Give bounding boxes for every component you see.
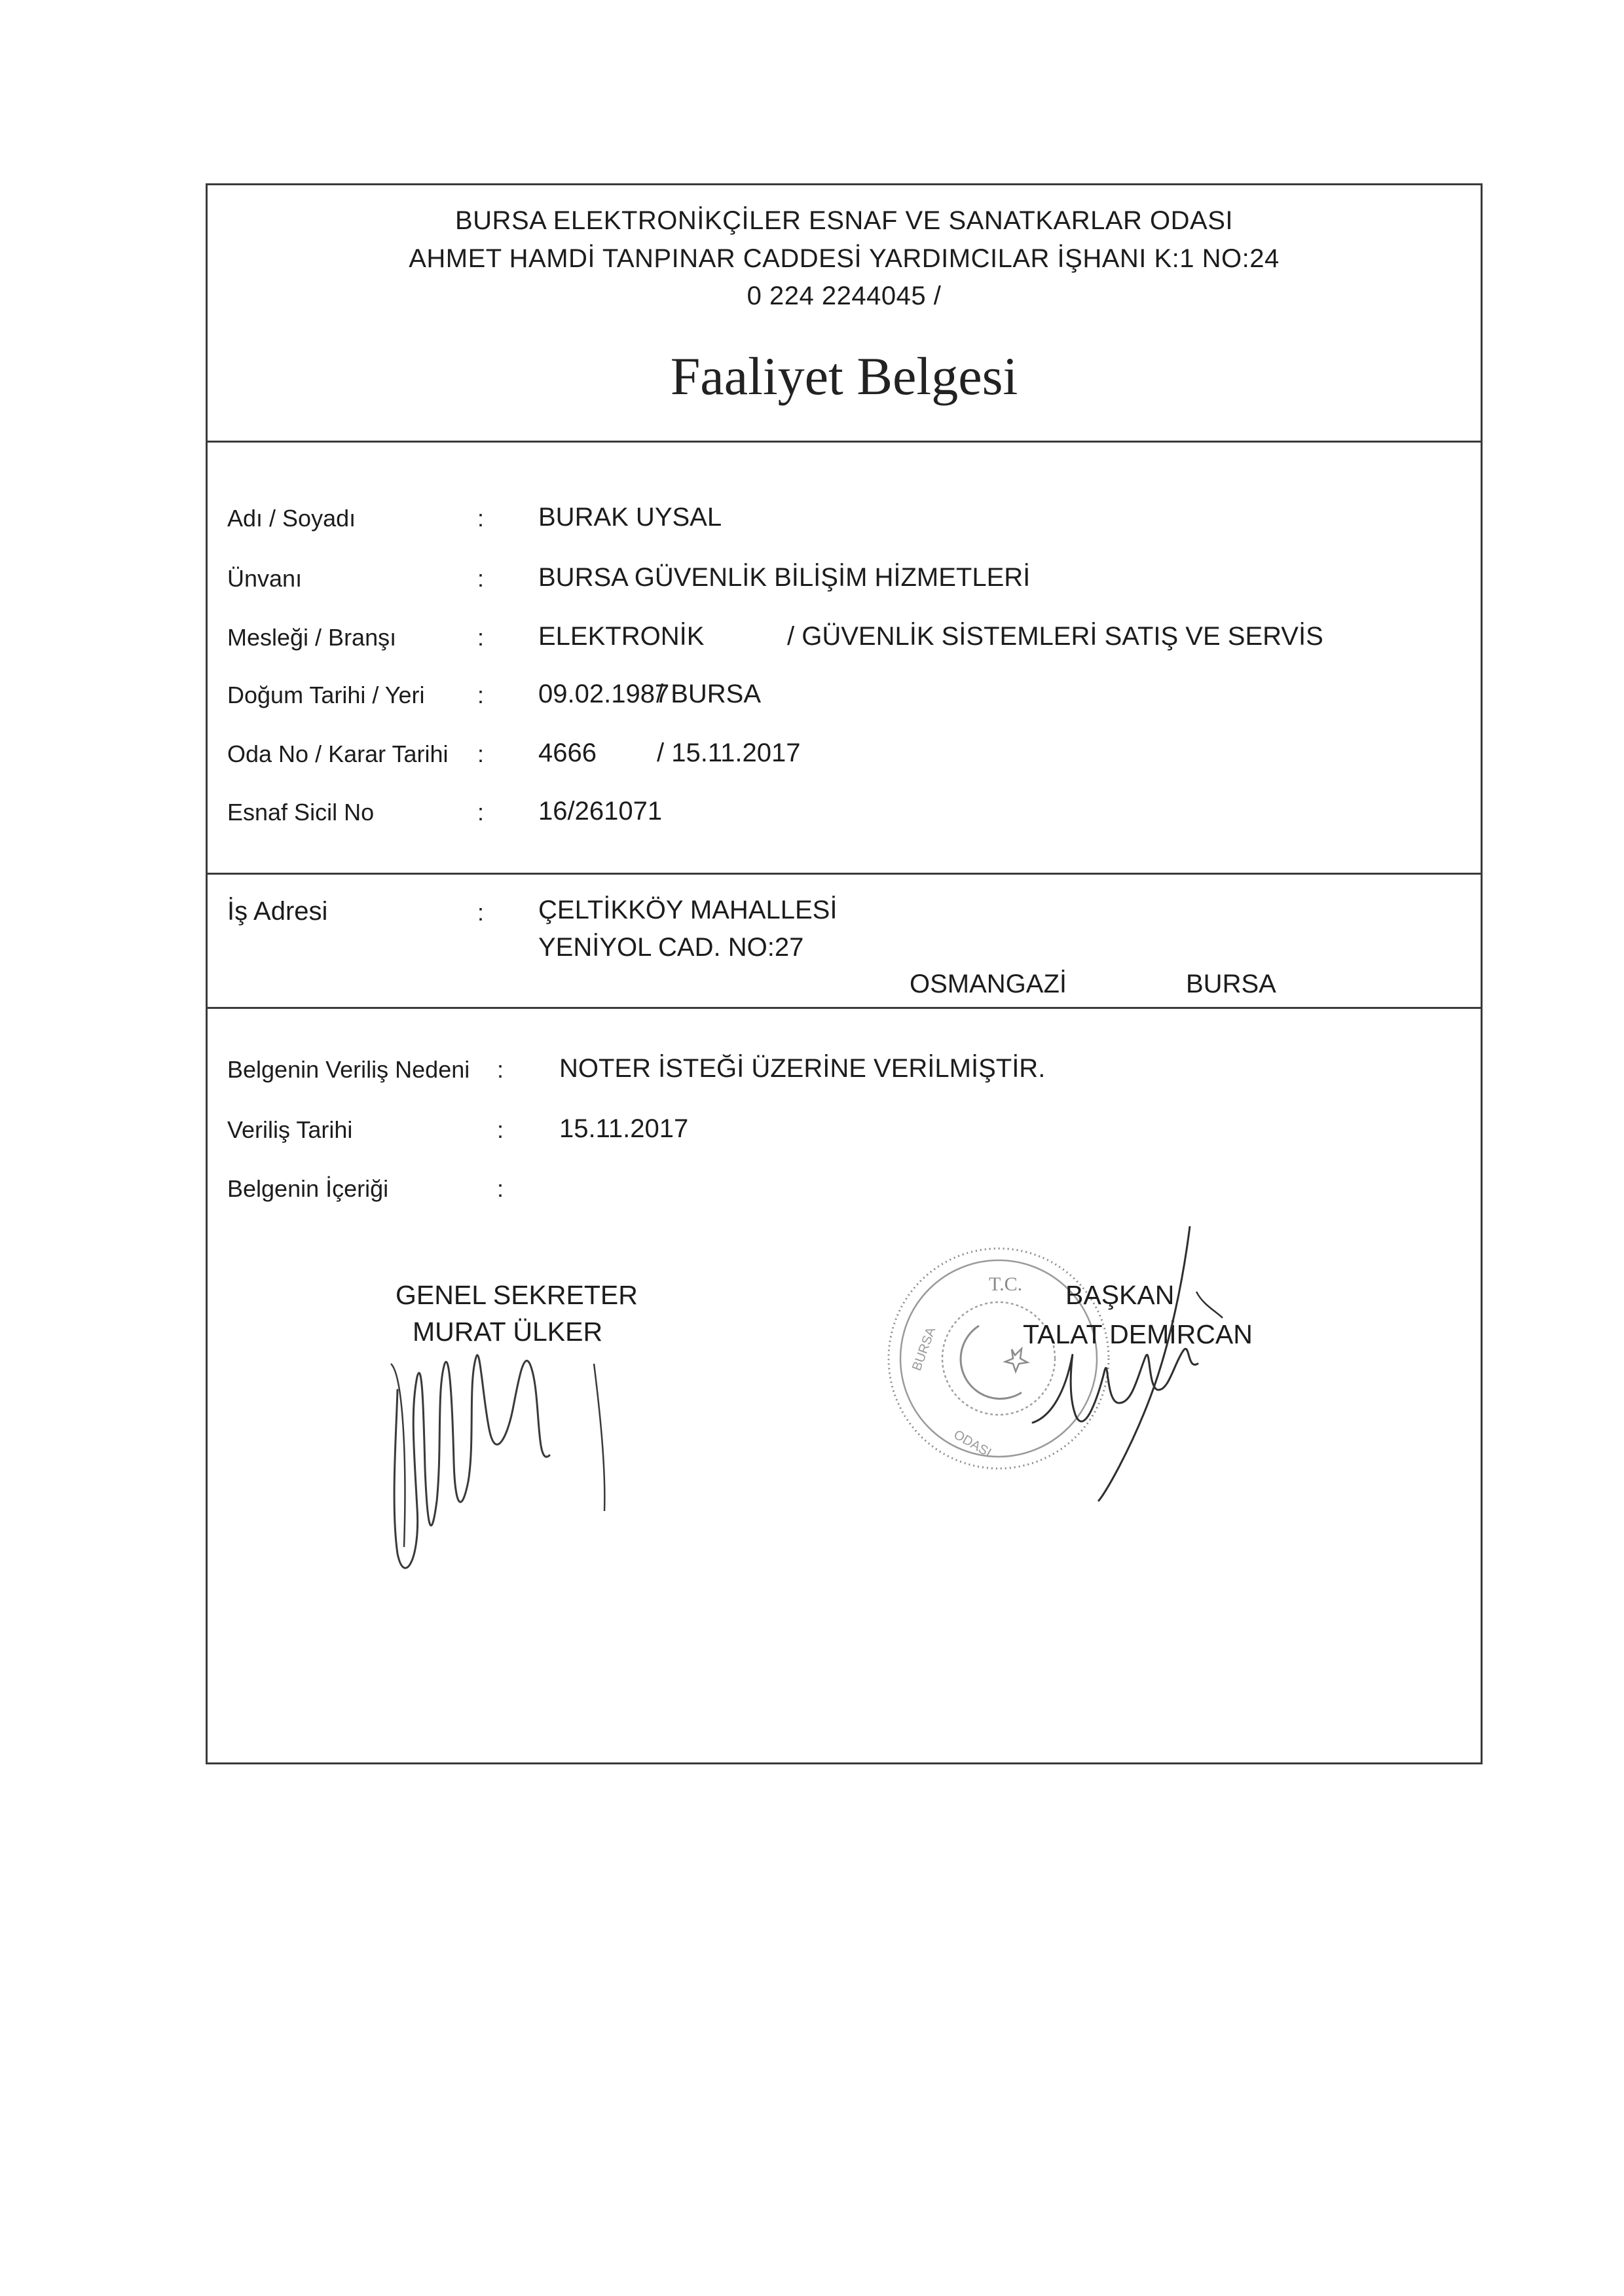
title-label: Ünvanı: [227, 565, 303, 592]
name-value: BURAK UYSAL: [538, 503, 722, 532]
name-colon: :: [477, 505, 485, 532]
chamber-no-value: 4666: [538, 738, 597, 767]
address-line2: YENİYOL CAD. NO:27: [538, 933, 804, 962]
registry-label: Esnaf Sicil No: [227, 799, 375, 826]
decision-date-value: / 15.11.2017: [657, 738, 801, 767]
left-signatory-title: GENEL SEKRETER: [396, 1280, 638, 1310]
birth-place-value: / BURSA: [656, 680, 762, 708]
chamber-address: AHMET HAMDİ TANPINAR CADDESİ YARDIMCILAR İŞHANI K:1 NO:24: [409, 244, 1280, 273]
address-district: OSMANGAZİ: [910, 970, 1067, 998]
registry-value: 16/261071: [538, 797, 663, 826]
birth-colon: :: [477, 682, 485, 708]
certificate-frame: [206, 183, 1483, 1764]
chamber-name: BURSA ELEKTRONİKÇİLER ESNAF VE SANATKARLAR ODASI: [454, 206, 1234, 235]
left-handwritten-signature: [384, 1338, 627, 1599]
reason-colon: :: [497, 1056, 504, 1083]
svg-text:ODASI: ODASI: [951, 1427, 994, 1461]
chamber-phone: 0 224 2244045 /: [747, 282, 942, 310]
divider-issuance: [208, 1007, 1481, 1009]
birth-date-value: 09.02.1987: [538, 680, 670, 708]
divider-header: [208, 441, 1481, 443]
issue-date-colon: :: [497, 1116, 504, 1143]
registry-colon: :: [477, 799, 485, 826]
document-title: Faaliyet Belgesi: [670, 346, 1018, 406]
title-colon: :: [477, 565, 485, 592]
right-handwritten-signature: [993, 1226, 1229, 1501]
name-label: Adı / Soyadı: [227, 505, 356, 532]
issue-date-value: 15.11.2017: [559, 1114, 689, 1143]
issue-date-label: Veriliş Tarihi: [227, 1116, 353, 1143]
divider-address: [208, 873, 1481, 875]
profession-colon: :: [477, 624, 485, 651]
reason-label: Belgenin Veriliş Nedeni: [227, 1056, 470, 1083]
content-label: Belgenin İçeriği: [227, 1175, 389, 1202]
svg-text:T.C.: T.C.: [989, 1273, 1023, 1295]
address-colon: :: [477, 899, 485, 926]
chamber-no-colon: :: [477, 740, 485, 767]
address-city: BURSA: [1186, 970, 1276, 998]
left-signatory-name: MURAT ÜLKER: [413, 1317, 603, 1347]
address-line1: ÇELTİKKÖY MAHALLESİ: [538, 896, 838, 924]
title-value: BURSA GÜVENLİK BİLİŞİM HİZMETLERİ: [538, 563, 1031, 592]
address-label: İş Adresi: [227, 897, 328, 926]
svg-text:BURSA: BURSA: [910, 1325, 939, 1373]
right-signatory-title: BAŞKAN: [1065, 1280, 1175, 1310]
right-signatory-name: TALAT DEMİRCAN: [1023, 1319, 1253, 1349]
birth-label: Doğum Tarihi / Yeri: [227, 682, 425, 708]
content-colon: :: [497, 1175, 504, 1202]
reason-value: NOTER İSTEĞİ ÜZERİNE VERİLMİŞTİR.: [559, 1054, 1046, 1083]
profession-label: Mesleği / Branşı: [227, 624, 397, 651]
chamber-no-label: Oda No / Karar Tarihi: [227, 740, 449, 767]
branch-value: / GÜVENLİK SİSTEMLERİ SATIŞ VE SERVİS: [787, 622, 1323, 651]
profession-value: ELEKTRONİK: [538, 622, 705, 651]
